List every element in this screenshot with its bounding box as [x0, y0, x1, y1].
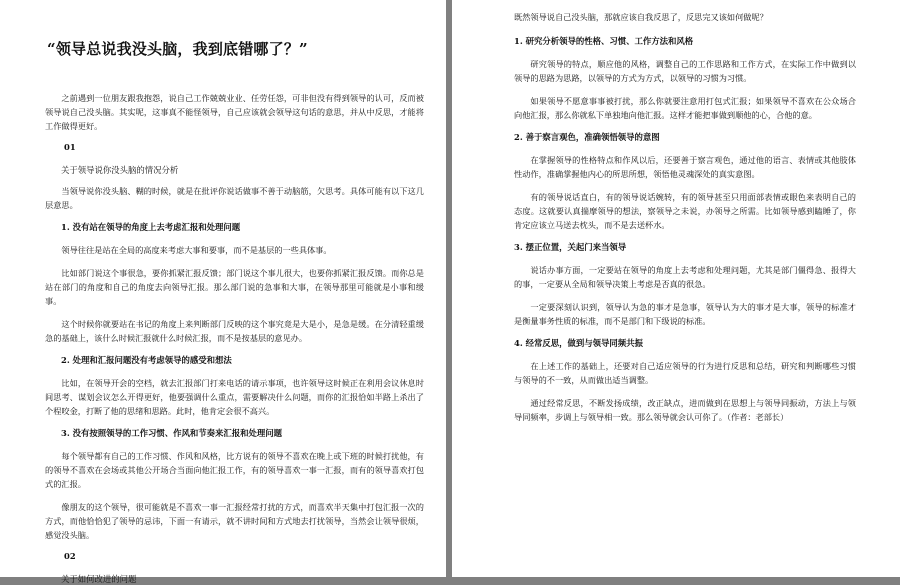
paragraph: 比如，在领导开会的空档，就去汇报部门打来电话的请示事项，也许领导这时候正在利用会议休息时间思考、谋划会议怎么开得更好，他要强调什么重点，需要解决什么问题，而你的汇报恰如半路上杀出了个程咬金，打断了他的思绪和思路。此时，他肯定会很不高兴。 — [45, 378, 424, 416]
paragraph: 当领导说你没头脑、糊的时候，就是在批评你说话做事不善于动脑筋，欠思考。具体可能有以下这几层意思。 — [45, 186, 424, 210]
paragraph: 每个领导都有自己的工作习惯、作风和风格，比方说有的领导不喜欢在晚上或下班的时候打扰他，有的领导不喜欢在会场或其他公开场合当面向他汇报工作，有的领导喜欢一事一汇报，而有的领导喜欢打包式的汇报。 — [45, 451, 424, 489]
section-title: 关于如何改进的问题 — [61, 574, 137, 584]
subheading: 3. 没有按照领导的工作习惯、作风和节奏来汇报和处理问题 — [61, 428, 283, 438]
paragraph: 比如部门说这个事很急，要你抓紧汇报反馈；部门说这个事儿很大，也要你抓紧汇报反馈。而你总是站在部门的角度和自己的角度去向领导汇报。那么部门说的急事和大事，在领导那里可能就是小事和缓事。 — [45, 268, 424, 306]
paragraph: 像朋友的这个领导，很可能就是不喜欢一事一汇报经常打扰的方式，而喜欢半天集中打包汇报一次的方式，而他恰恰犯了领导的忌讳，下面一有请示，就不讲时间和方式地去打扰领导，当然会让领导很烦，感觉没头脑。 — [45, 502, 424, 540]
subheading: 3. 摆正位置，关起门来当领导 — [514, 242, 627, 252]
article-title: “领导总说我没头脑，我到底错哪了？” — [47, 40, 308, 58]
paragraph: 在上述工作的基础上，还要对自己适应领导的行为进行反思和总结，研究和判断哪些习惯与领导的不一致，从而做出适当调整。 — [514, 361, 856, 385]
paragraph: 研究领导的特点，顺应他的风格，调整自己的工作思路和工作方式，在实际工作中做到以领导的思路为思路，以领导的方式为方式，以领导的习惯为习惯。 — [514, 59, 856, 83]
subheading: 1. 没有站在领导的角度上去考虑汇报和处理问题 — [61, 222, 241, 232]
lead-paragraph: 既然领导说自己没头脑，那就应该自我反思了，反思完又该如何做呢？ — [514, 12, 768, 22]
document-page-right — [452, 0, 900, 577]
document-page-left — [0, 0, 446, 584]
paragraph: 一定要深刻认识到，领导认为急的事才是急事，领导认为大的事才是大事，领导的标准才是衡量事务性质的标准，而不是部门和下级说的标准。 — [514, 302, 856, 326]
paragraph: 通过经常反思，不断发扬成绩，改正缺点，进而做到在思想上与领导同振动，方法上与领导同频率，步调上与领导相一致。那么领导就会认可你了。（作者：老部长） — [514, 398, 856, 422]
paragraph: 如果领导不愿意事事被打扰，那么你就要注意用打包式汇报；如果领导不喜欢在公众场合向他汇报，那么你就私下单独地向他汇报。这样才能把事做到顺他的心，合他的意。 — [514, 96, 856, 120]
subheading: 2. 善于察言观色，准确领悟领导的意图 — [514, 132, 660, 142]
section-number: 02 — [64, 551, 76, 561]
paragraph: 有的领导说话直白，有的领导说话婉转，有的领导甚至只用面部表情或眼色来表明自己的态度。这就要认真揣摩领导的想法，察领导之未说，办领导之所需。比如领导感到瞌睡了，你肯定应该立马送去枕头，而不是去送杯水。 — [514, 192, 856, 230]
subheading: 4. 经常反思，做到与领导同频共振 — [514, 338, 643, 348]
paragraph: 在掌握领导的性格特点和作风以后，还要善于察言观色，通过他的语言、表情或其他肢体性动作，准确掌握他内心的所思所想，领悟他灵魂深处的真实意图。 — [514, 155, 856, 179]
subheading: 2. 处理和汇报问题没有考虑领导的感受和想法 — [61, 355, 232, 365]
paragraph: 这个时候你就要站在书记的角度上来判断部门反映的这个事究竟是大是小，是急是缓。在分清轻重缓急的基础上，该什么时候汇报就什么时候汇报，而不是按基层的意见办。 — [45, 319, 424, 343]
intro-paragraph: 之前遇到一位朋友跟我抱怨，说自己工作兢兢业业、任劳任怨，可非但没有得到领导的认可，反而被领导说自己没头脑。其实呢，这事真不能怪领导，自己应该就会领导这句话的意思，并从中反思，才能将工作做得更好。 — [45, 93, 424, 131]
subheading: 1. 研究分析领导的性格、习惯、工作方法和风格 — [514, 36, 694, 46]
paragraph: 说话办事方面，一定要站在领导的角度上去考虑和处理问题，尤其是部门僵得急、报得大的事，一定要从全局和领导决策上考虑是否真的很急。 — [514, 265, 856, 289]
section-number: 01 — [64, 142, 76, 152]
paragraph: 领导往往是站在全局的高度来考虑大事和要事，而不是基层的一些具体事。 — [61, 245, 332, 255]
section-title: 关于领导说你没头脑的情况分析 — [61, 165, 179, 175]
